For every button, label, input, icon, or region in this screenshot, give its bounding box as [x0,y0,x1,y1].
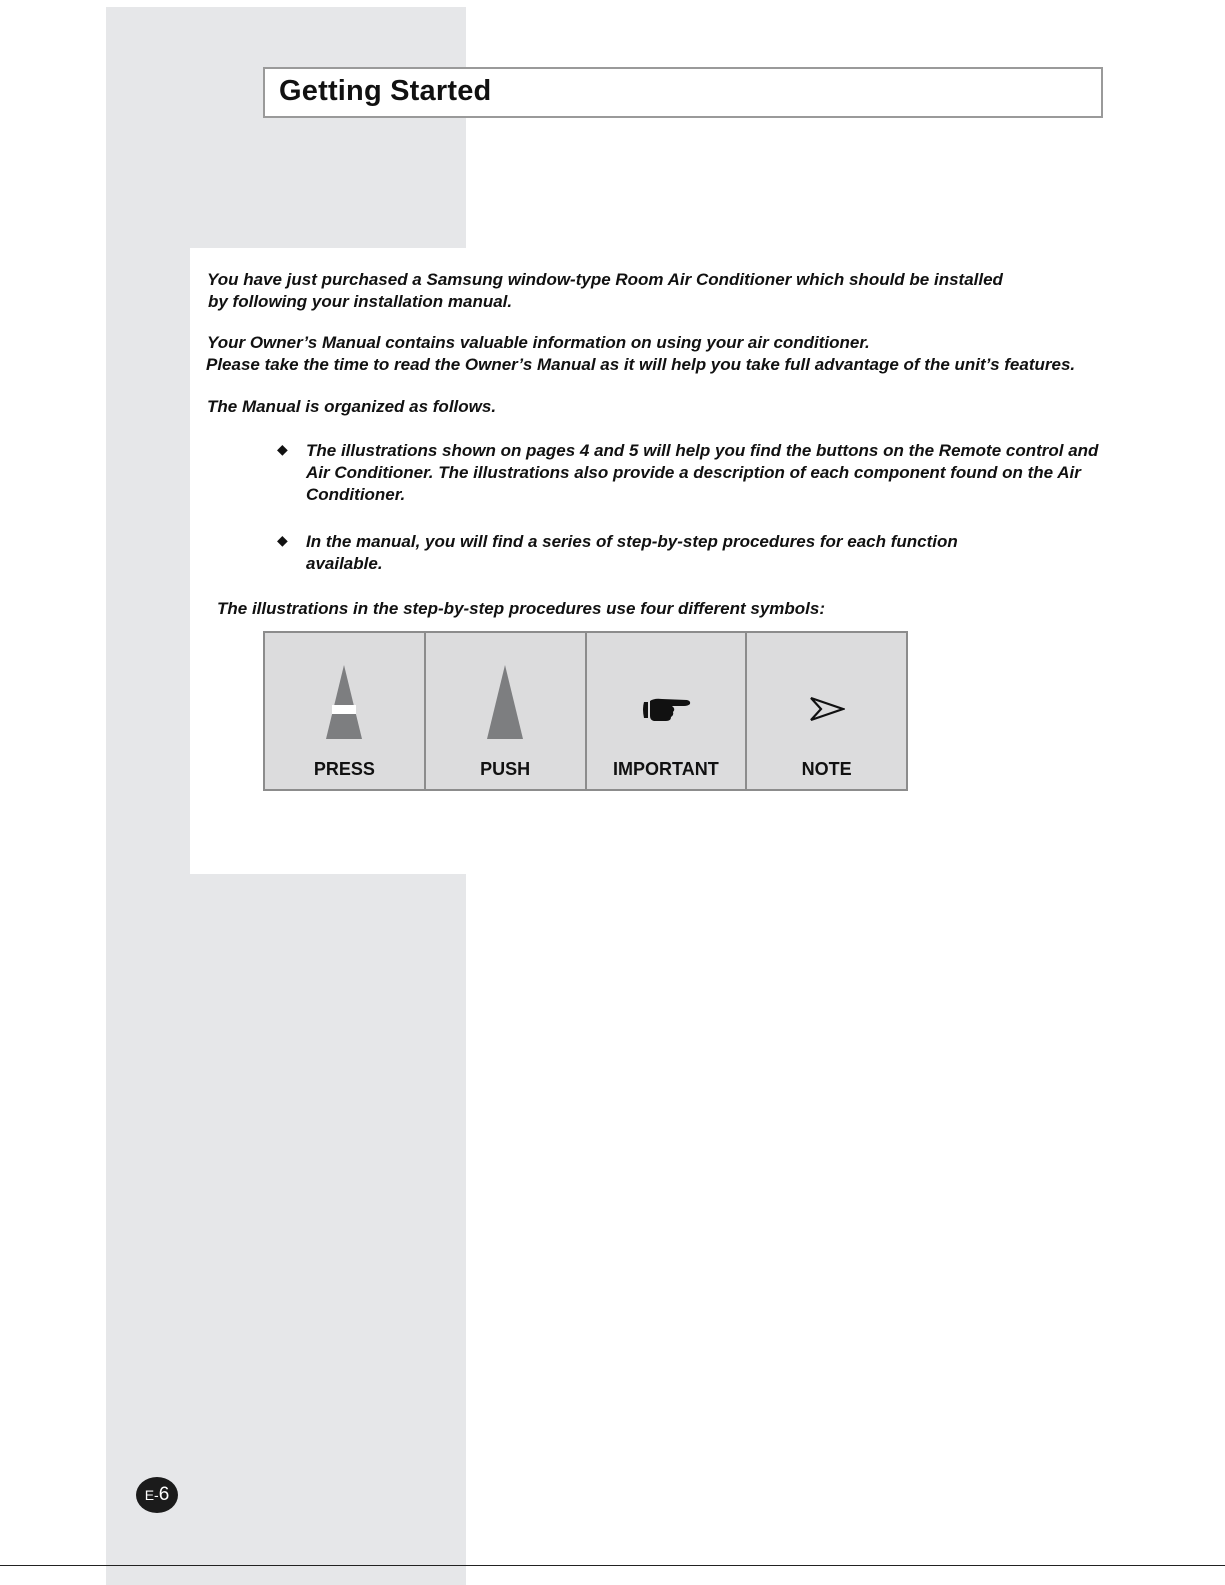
page-title: Getting Started [279,75,492,107]
page-number-prefix: E- [144,1487,159,1503]
intro-line-1: You have just purchased a Samsung window-type Room Air Conditioner which should be installed [207,270,1003,289]
symbol-label: PRESS [313,759,375,779]
diamond-bullet-icon: ◆ [277,441,288,457]
symbol-label: NOTE [801,759,852,779]
symbol-label: PUSH [480,759,531,779]
press-cone-icon [324,665,364,741]
page-number-badge [136,1477,178,1513]
pointing-hand-icon [640,694,692,724]
page-number: 6 [158,1484,170,1505]
footer-divider [0,1565,1225,1566]
symbols-intro: The illustrations in the step-by-step procedures use four different symbols: [217,599,826,618]
intro-line-5: The Manual is organized as follows. [207,397,497,416]
intro-line-4: Please take the time to read the Owner’s Manual as it will help you take full advantage of the unit’s features. [206,355,1076,374]
arrowhead-icon [809,696,845,722]
symbol-cell-push [426,633,587,789]
title-box [263,67,1103,118]
bullet-text: The illustrations shown on pages 4 and 5 will help you find the buttons on the Remote control and Air Conditioner. The illustrations also provide a description of each component found on the Air Conditioner. [306,441,1099,504]
push-cone-icon [485,665,525,741]
symbol-cell-important [587,633,748,789]
intro-line-3: Your Owner’s Manual contains valuable information on using your air conditioner. [207,333,870,352]
symbol-cell-note [747,633,906,789]
intro-line-2: by following your installation manual. [208,292,513,311]
bullet-text: In the manual, you will find a series of step-by-step procedures for each function available. [306,532,958,573]
symbol-label: IMPORTANT [613,759,719,779]
symbol-cell-press [265,633,426,789]
diamond-bullet-icon: ◆ [277,532,288,548]
symbols-table [263,631,908,791]
